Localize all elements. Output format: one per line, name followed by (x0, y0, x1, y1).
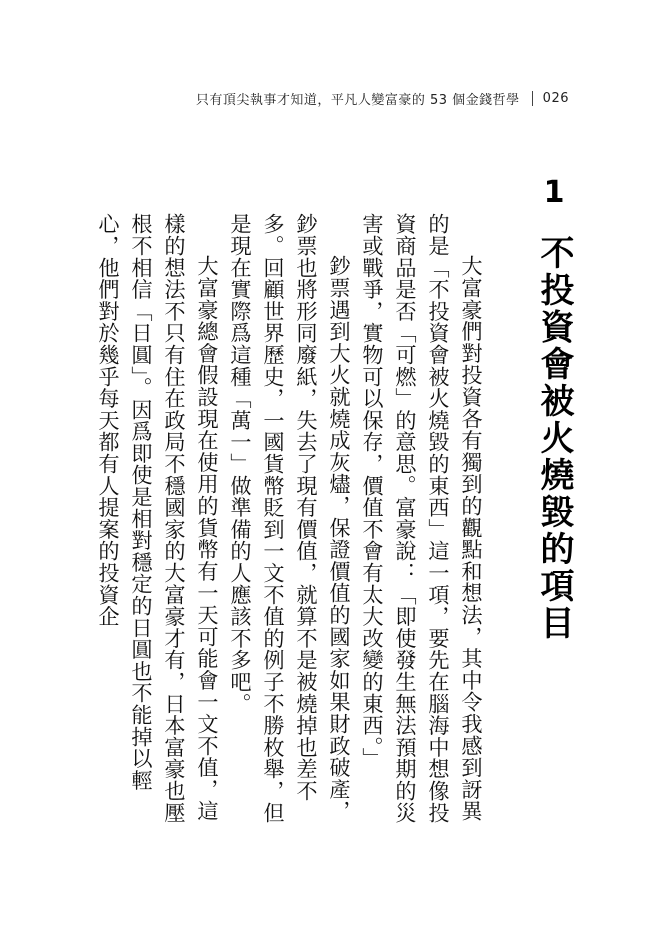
header-divider (532, 91, 533, 106)
running-header-title: 只有頂尖執事才知道，平凡人變富豪的 53 個金錢哲學 (195, 93, 520, 108)
paragraph-1: 大富豪們對投資各有獨到的觀點和想法，其中令我感到訝異的是「不投資會被火燒毀的東西」這一項，要先在腦海中想像投資商品是否「可燃」的意思。富豪說：「即使發生無法預期的災害或戰爭，實物可以保存，價值不會有太大改變的東西。」 (360, 213, 484, 824)
paragraph-2: 鈔票遇到大火就燒成灰燼，保證價值的國家如果財政破產，鈔票也將形同廢紙，失去了現有價值，就算不是被燒掉也差不多。回顧世界歷史，一國貨幣貶到一文不值的例子不勝枚舉，但是現在實際爲這種「萬一」做準備的人應該不多吧。 (228, 213, 352, 824)
paragraph-3: 大富豪總會假設現在使用的貨幣有一天可能會一文不值，這樣的想法不只有住在政局不穩國家的大富豪才有，日本富豪也壓根不相信「日圓」。因爲即使是相對穩定的日圓也不能掉以輕心，他們對於幾乎每天都有人提案的投資企 (96, 213, 220, 824)
page-number: 026 (542, 91, 569, 106)
body-text (38, 213, 488, 833)
chapter-number: 1 (543, 175, 565, 210)
running-header (196, 89, 569, 108)
chapter-title: 不投資會被火燒毀的項目 (534, 235, 574, 642)
